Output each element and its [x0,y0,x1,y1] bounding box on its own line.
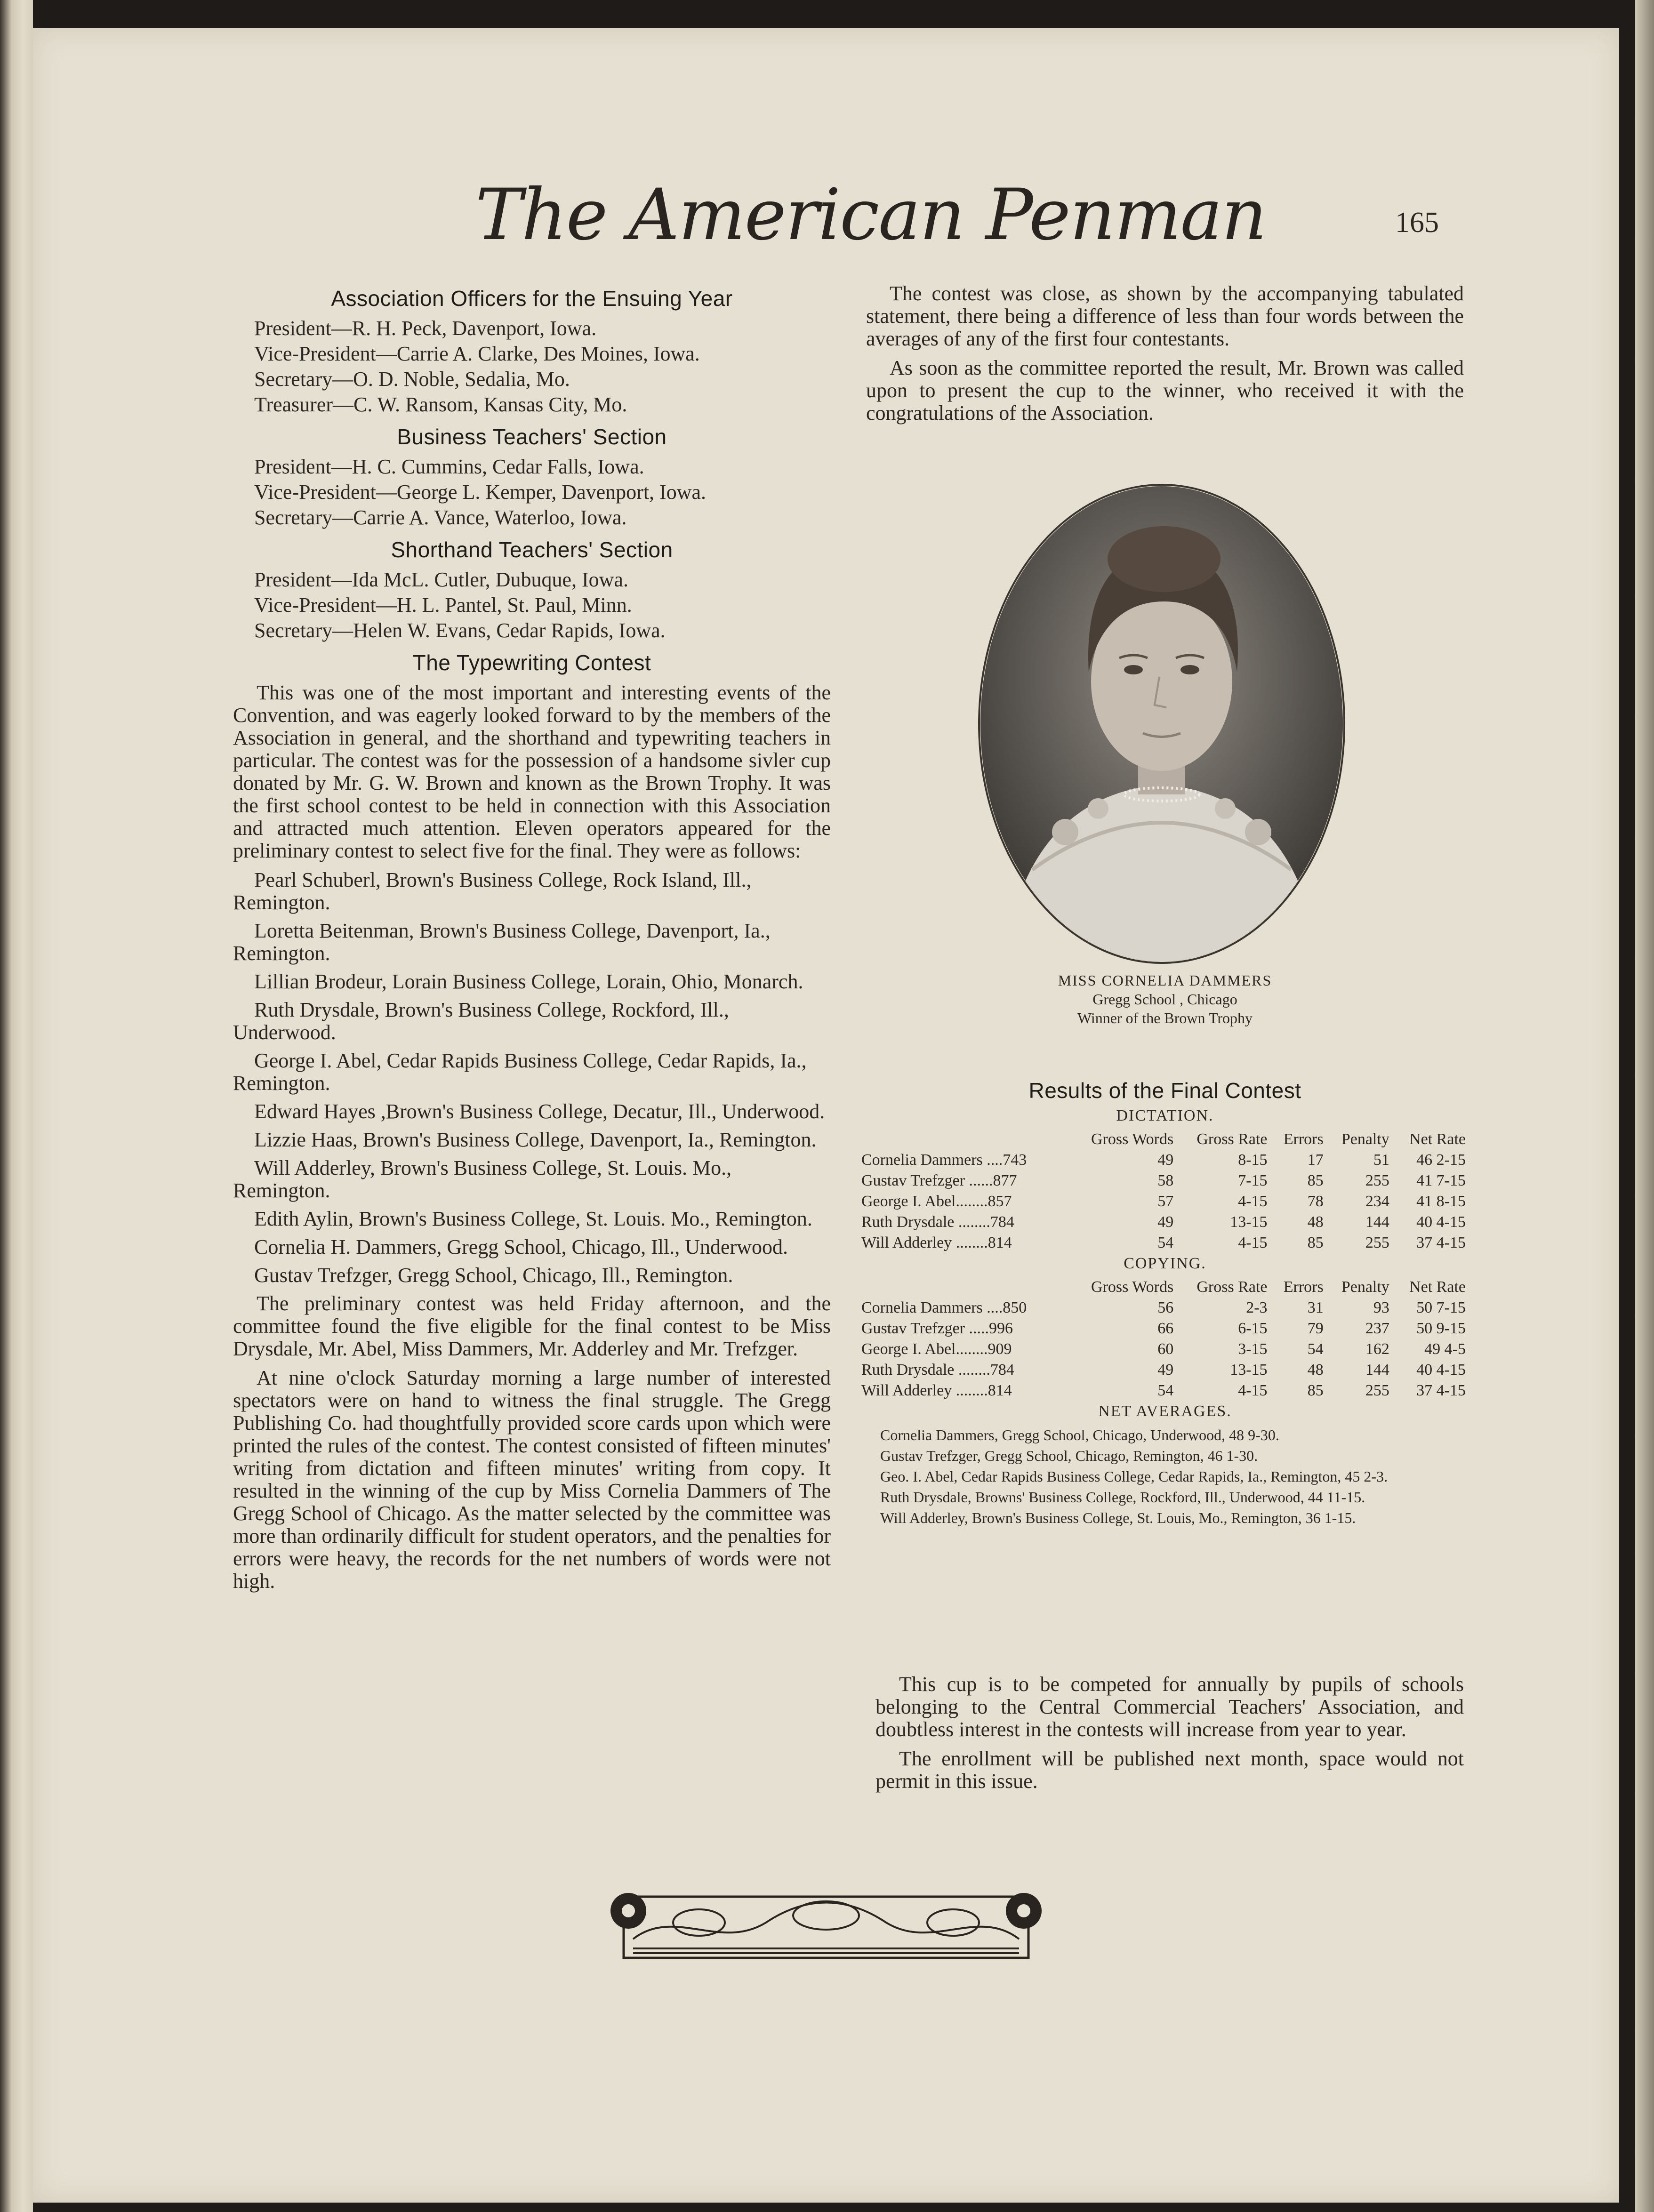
score-cell: 49 [1157,1361,1174,1378]
caption-name: MISS CORNELIA DAMMERS [1058,972,1272,989]
masthead-title: The American Penman [475,174,1266,256]
contestant-cell: Will Adderley ........814 [861,1234,1012,1251]
score-cell: 58 [1157,1172,1174,1189]
typewriting-heading: The Typewriting Contest [412,650,651,675]
score-cell: 60 [1157,1340,1174,1358]
table-row [861,1318,1469,1339]
officer-item: President—R. H. Peck, Davenport, Iowa. [254,317,597,340]
copying-label: COPYING. [1124,1255,1206,1272]
score-cell: 255 [1365,1382,1389,1399]
score-cell: 4-15 [1238,1193,1268,1210]
score-cell: 79 [1307,1320,1324,1337]
officer-item: President—Ida McL. Cutler, Dubuque, Iowa. [254,568,628,591]
entrant: Gustav Trefzger, Gregg School, Chicago, Ill., Remington. [254,1264,733,1287]
officer-item: Vice-President—Carrie A. Clarke, Des Moines, Iowa. [254,342,700,365]
left-page-edge [0,0,33,2212]
score-cell: 40 4-15 [1416,1213,1466,1231]
score-cell: 13-15 [1230,1361,1268,1378]
score-cell: 17 [1307,1151,1324,1169]
score-cell: 41 7-15 [1416,1172,1466,1189]
score-cell: 54 [1307,1340,1324,1358]
table-header-row [861,1277,1469,1298]
entrant: Ruth Drysdale, Brown's Business College, Rockford, Ill., Underwood. [233,998,729,1044]
score-cell: 7-15 [1238,1172,1268,1189]
net-average-item: Gustav Trefzger, Gregg School, Chicago, Remington, 46 1-30. [880,1447,1258,1464]
score-cell: 66 [1157,1320,1174,1337]
score-cell: 51 [1373,1151,1389,1169]
score-cell: 48 [1307,1361,1324,1378]
contestant-cell: George I. Abel........857 [861,1193,1012,1210]
score-cell: 13-15 [1230,1213,1268,1231]
closing-paragraph: The enrollment will be published next month, space would not permit in this issue. [875,1747,1464,1793]
officer-item: Vice-President—George L. Kemper, Davenport, Iowa. [254,481,707,504]
net-average-item: Ruth Drysdale, Browns' Business College, Rockford, Ill., Underwood, 44 11-15. [880,1489,1365,1506]
results-section [861,1080,1469,1528]
score-cell: 37 4-15 [1416,1382,1466,1399]
column-header: Gross Words [1091,1278,1174,1296]
copying-table [861,1277,1469,1401]
column-header: Net Rate [1409,1278,1466,1296]
net-averages-label: NET AVERAGES. [1098,1403,1232,1420]
score-cell: 49 4-5 [1424,1340,1466,1358]
score-cell: 8-15 [1238,1151,1268,1169]
copying-body [861,1298,1469,1401]
entrant: Pearl Schuberl, Brown's Business College, Rock Island, Ill., Remington. [233,868,752,914]
shorthand-section-heading: Shorthand Teachers' Section [391,537,673,562]
contestant-cell: Cornelia Dammers ....850 [861,1299,1027,1316]
page-number: 165 [1395,207,1439,239]
table-row [861,1150,1469,1170]
portrait-caption [866,971,1464,1027]
score-cell: 56 [1157,1299,1174,1316]
business-section-heading: Business Teachers' Section [397,425,667,449]
entrant: Lizzie Haas, Brown's Business College, Davenport, Ia., Remington. [254,1128,817,1151]
officers-list [254,317,831,416]
entrant: Will Adderley, Brown's Business College, St. Louis. Mo., Remington. [233,1156,732,1202]
score-cell: 41 8-15 [1416,1193,1466,1210]
floral-ornament [605,1887,1047,1967]
contestant-cell: Will Adderley ........814 [861,1382,1012,1399]
typewriting-intro: This was one of the most important and interesting events of the Convention, and was eagerly looked forward to by the members of the Association in general, and the shorthand and typewriting teachers in particular. The contest was for the possession of a handsome sivler cup donated by Mr. G. W. Brown and known as the Brown Trophy. It was the first school contest to be held in connection with this Association and attracted much attention. Eleven operators appeared for the preliminary contest to select five for the final. They were as follows: [233,681,831,862]
score-cell: 48 [1307,1213,1324,1231]
score-cell: 85 [1307,1172,1324,1189]
score-cell: 237 [1365,1320,1389,1337]
entrant: Lillian Brodeur, Lorain Business College, Lorain, Ohio, Monarch. [254,970,803,993]
score-cell: 46 2-15 [1416,1151,1466,1169]
column-header [861,1129,1068,1150]
shorthand-section-list [254,569,831,642]
table-row [861,1298,1469,1318]
contestant-cell: Ruth Drysdale ........784 [861,1213,1014,1231]
officer-item: Secretary—O. D. Noble, Sedalia, Mo. [254,368,570,391]
score-cell: 144 [1365,1213,1389,1231]
masthead [475,174,1266,268]
score-cell: 49 [1157,1151,1174,1169]
column-header: Gross Words [1091,1130,1174,1148]
dictation-body [861,1150,1469,1253]
net-average-item: Will Adderley, Brown's Business College, St. Louis, Mo., Remington, 36 1-15. [880,1509,1356,1526]
score-cell: 255 [1365,1172,1389,1189]
score-cell: 54 [1157,1234,1174,1251]
score-cell: 93 [1373,1299,1389,1316]
caption-title: Winner of the Brown Trophy [1077,1010,1253,1026]
score-cell: 40 4-15 [1416,1361,1466,1378]
officer-item: Treasurer—C. W. Ransom, Kansas City, Mo. [254,393,627,416]
score-cell: 4-15 [1238,1234,1268,1251]
right-column [866,282,1464,431]
score-cell: 3-15 [1238,1340,1268,1358]
contestant-cell: Ruth Drysdale ........784 [861,1361,1014,1378]
score-cell: 162 [1365,1340,1389,1358]
score-cell: 85 [1307,1234,1324,1251]
entrant: Loretta Beitenman, Brown's Business College, Davenport, Ia., Remington. [233,919,771,965]
column-header: Gross Rate [1196,1278,1268,1296]
net-average-item: Geo. I. Abel, Cedar Rapids Business College, Cedar Rapids, Ia., Remington, 45 2-3. [880,1468,1388,1485]
table-header-row [861,1129,1469,1150]
contestant-cell: Gustav Trefzger .....996 [861,1320,1013,1337]
portrait-photo [976,484,1348,964]
score-cell: 50 7-15 [1416,1299,1466,1316]
score-cell: 144 [1365,1361,1389,1378]
table-row [861,1170,1469,1191]
column-header: Penalty [1341,1130,1389,1148]
score-cell: 31 [1307,1299,1324,1316]
column-header: Gross Rate [1196,1130,1268,1148]
score-cell: 2-3 [1246,1299,1268,1316]
preliminary-paragraph: The preliminary contest was held Friday afternoon, and the committee found the five eligible for the final contest to be Miss Drysdale, Mr. Abel, Miss Dammers, Mr. Adderley and Mr. Trefzger. [233,1292,831,1360]
score-cell: 255 [1365,1234,1389,1251]
entrant: Cornelia H. Dammers, Gregg School, Chicago, Ill., Underwood. [254,1235,788,1258]
contestant-cell: Cornelia Dammers ....743 [861,1151,1027,1169]
score-cell: 85 [1307,1382,1324,1399]
column-header: Net Rate [1409,1130,1466,1148]
entrant: Edith Aylin, Brown's Business College, St. Louis. Mo., Remington. [254,1207,812,1230]
dictation-table [861,1129,1469,1253]
closing-paragraphs [875,1673,1464,1799]
table-row [861,1360,1469,1380]
score-cell: 6-15 [1238,1320,1268,1337]
contestant-cell: Gustav Trefzger ......877 [861,1172,1017,1189]
officer-item: Secretary—Helen W. Evans, Cedar Rapids, Iowa. [254,619,666,642]
table-row [861,1380,1469,1401]
right-page-edge [1635,0,1654,2212]
table-row [861,1233,1469,1253]
table-row [861,1212,1469,1233]
net-average-item: Cornelia Dammers, Gregg School, Chicago, Underwood, 48 9-30. [880,1427,1279,1443]
net-averages [861,1425,1469,1528]
business-section-list [254,456,831,529]
left-column [233,287,831,1599]
entrant: Edward Hayes ,Brown's Business College, Decatur, Ill., Underwood. [254,1100,825,1123]
dictation-label: DICTATION. [1116,1107,1214,1124]
officer-item: Secretary—Carrie A. Vance, Waterloo, Iowa. [254,506,627,529]
column-header: Penalty [1341,1278,1389,1296]
score-cell: 50 9-15 [1416,1320,1466,1337]
officer-item: President—H. C. Cummins, Cedar Falls, Iowa. [254,455,644,478]
score-cell: 49 [1157,1213,1174,1231]
final-paragraph: At nine o'clock Saturday morning a large number of interested spectators were on hand to witness the final struggle. The Gregg Publishing Co. had thoughtfully provided score cards upon which were printed the rules of the contest. The contest consisted of fifteen minutes' writing from dictation and fifteen minutes' writing from copy. It resulted in the winning of the cup by Miss Cornelia Dammers of The Gregg School of Chicago. As the matter selected by the committee was more than ordinarily difficult for student operators, and the penalties for errors were heavy, the records for the net numbers of words were not high. [233,1366,831,1593]
score-cell: 37 4-15 [1416,1234,1466,1251]
right-intro-paragraph: The contest was close, as shown by the accompanying tabulated statement, there being a difference of less than four words between the averages of any of the first four contestants. [866,282,1464,350]
column-header: Errors [1283,1130,1324,1148]
score-cell: 234 [1365,1193,1389,1210]
table-row [861,1191,1469,1212]
entrant: George I. Abel, Cedar Rapids Business College, Cedar Rapids, Ia., Remington. [233,1049,807,1095]
officers-heading: Association Officers for the Ensuing Year [331,286,733,311]
closing-paragraph: This cup is to be competed for annually by pupils of schools belonging to the Central Commercial Teachers' Association, and doubtless interest in the contests will increase from year to year. [875,1673,1464,1741]
results-heading: Results of the Final Contest [1028,1078,1301,1103]
officer-item: Vice-President—H. L. Pantel, St. Paul, Minn. [254,593,632,617]
column-header [861,1277,1068,1298]
column-header: Errors [1283,1278,1324,1296]
table-row [861,1339,1469,1360]
score-cell: 57 [1157,1193,1174,1210]
score-cell: 54 [1157,1382,1174,1399]
score-cell: 78 [1307,1193,1324,1210]
contestant-cell: George I. Abel........909 [861,1340,1012,1358]
caption-school: Gregg School , Chicago [1092,991,1237,1008]
right-intro-paragraph: As soon as the committee reported the result, Mr. Brown was called upon to present the cup to the winner, who received it with the congratulations of the Association. [866,356,1464,425]
score-cell: 4-15 [1238,1382,1268,1399]
